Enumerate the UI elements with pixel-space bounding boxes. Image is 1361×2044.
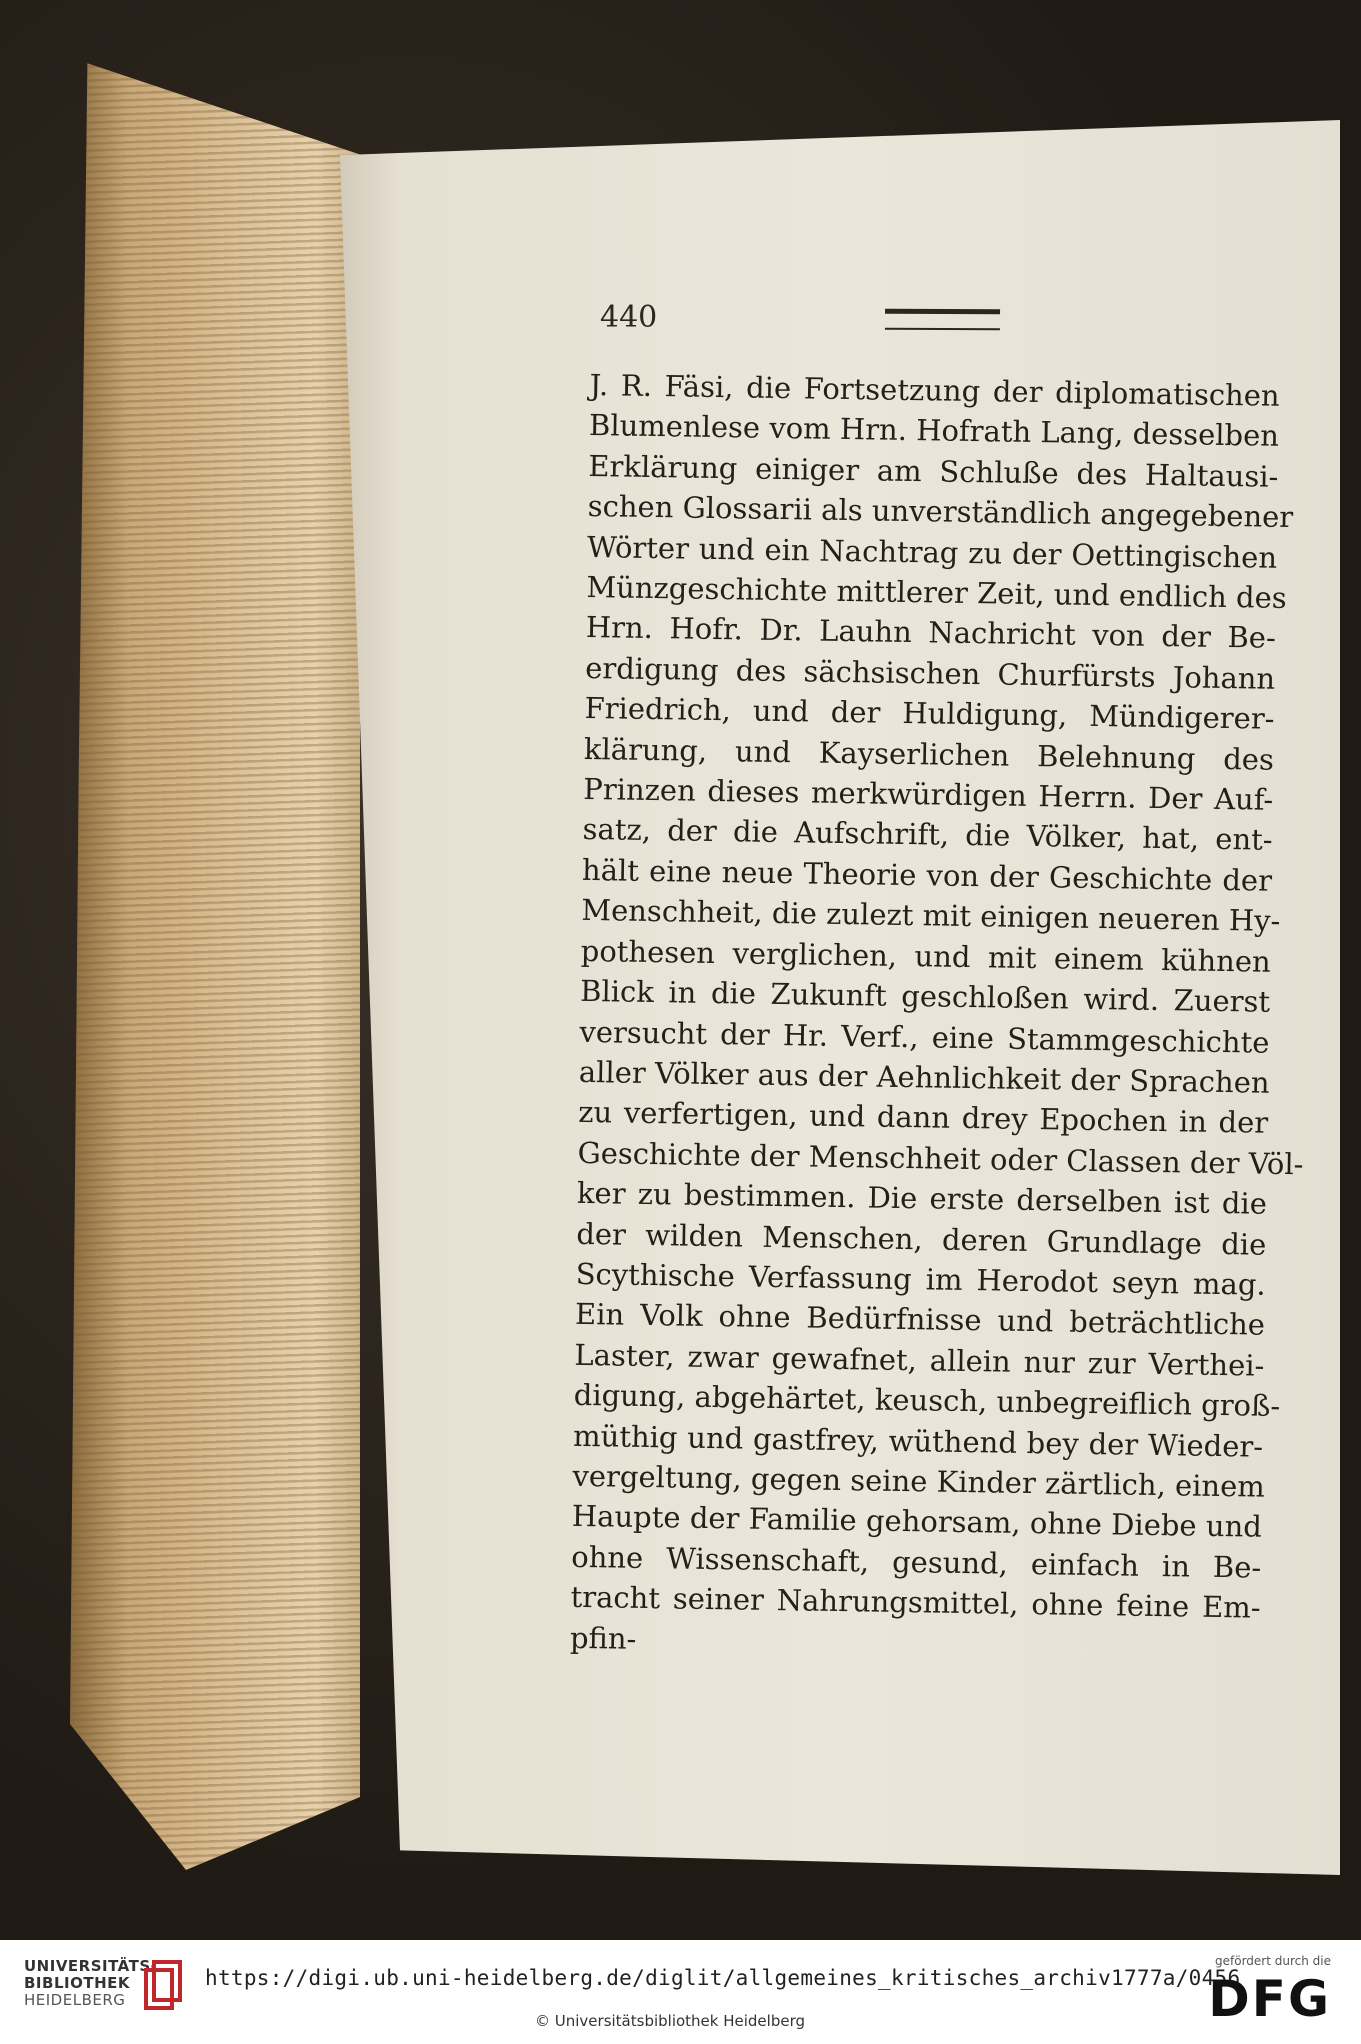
- text-line: der wilden Menschen, deren Grundlage die: [576, 1216, 1267, 1262]
- text-line: zu verfertigen, und dann drey Epochen in der: [577, 1095, 1269, 1141]
- funder-logo: DFG: [1208, 1970, 1331, 2028]
- page-body-text: [569, 365, 1304, 1669]
- text-line: Friedrich, und der Huldigung, Mündigerer-: [584, 691, 1275, 737]
- library-logo-icon: [140, 1956, 188, 2012]
- text-line: ker zu bestimmen. Die erste derselben ist die: [576, 1176, 1268, 1221]
- text-line: Münzgeschichte mittlerer Zeit, und endlich des: [586, 570, 1287, 616]
- text-line: Laster, zwar gewafnet, allein nur zur Verthei-: [574, 1337, 1265, 1383]
- text-line: digung, abgehärtet, keusch, unbegreiflich groß-: [573, 1378, 1281, 1424]
- text-line: satz, der die Aufschrift, die Völker, hat, ent-: [582, 812, 1273, 858]
- text-line: Menschheit, die zulezt mit einigen neueren Hy-: [581, 893, 1281, 939]
- text-line: versucht der Hr. Verf., eine Stammgeschichte: [579, 1014, 1270, 1060]
- funder-label: gefördert durch die: [1215, 1954, 1331, 1968]
- footer-bar: [0, 1940, 1361, 2044]
- institution-line: HEIDELBERG: [24, 1991, 126, 2009]
- text-line: Ein Volk ohne Bedürfnisse und beträchtliche: [574, 1297, 1266, 1343]
- text-line: pothesen verglichen, und mit einem kühnen: [580, 933, 1271, 979]
- text-line: Blumenlese vom Hrn. Hofrath Lang, desselben: [588, 408, 1280, 454]
- text-line: klärung, und Kayserlichen Belehnung des: [583, 731, 1275, 777]
- text-line: erdigung des sächsischen Churfürsts Johann: [584, 650, 1276, 696]
- text-line: schen Glossarii als unverständlich angegebener: [587, 489, 1294, 535]
- catchword: pfin-: [569, 1620, 637, 1656]
- text-line: Erklärung einiger am Schluße des Haltausi-: [588, 448, 1279, 494]
- text-line: vergeltung, gegen seine Kinder zärtlich, einem: [572, 1458, 1266, 1504]
- text-line: hält eine neue Theorie von der Geschichte der: [581, 852, 1273, 898]
- text-line: Hrn. Hofr. Dr. Lauhn Nachricht von der Be-: [585, 610, 1277, 656]
- text-line: Wörter und ein Nachtrag zu der Oettingischen: [586, 529, 1278, 575]
- text-line: Haupte der Familie gehorsam, ohne Diebe und: [571, 1499, 1263, 1545]
- text-line: ohne Wissenschaft, gesund, einfach in Be-: [571, 1539, 1262, 1585]
- text-line: müthig und gastfrey, wüthend bey der Wieder-: [572, 1418, 1264, 1464]
- text-line: Blick in die Zukunft geschloßen wird. Zuerst: [579, 974, 1271, 1019]
- text-line: Geschichte der Menschheit oder Classen der Völ-: [577, 1135, 1304, 1182]
- institution-line: BIBLIOTHEK: [24, 1974, 130, 1992]
- library-logo-text: [24, 1958, 157, 2009]
- text-line: tracht seiner Nahrungsmittel, ohne feine Em-: [570, 1580, 1261, 1625]
- page-number: 440: [600, 300, 658, 335]
- institution-line: UNIVERSITÄTS-: [24, 1957, 158, 1975]
- header-rule: [885, 309, 1000, 331]
- text-line: Scythische Verfassung im Herodot seyn mag.: [575, 1256, 1266, 1302]
- copyright-notice: © Universitätsbibliothek Heidelberg: [535, 2012, 806, 2030]
- permalink-url[interactable]: https://digi.ub.uni-heidelberg.de/diglit/allgemeines_kritisches_archiv1777a/0456: [205, 1966, 1241, 1990]
- book-page-edges: [70, 45, 360, 1870]
- text-line: J. R. Fäsi, die Fortsetzung der diplomatischen: [589, 367, 1280, 413]
- text-line: Prinzen dieses merkwürdigen Herrn. Der Auf-: [583, 772, 1274, 817]
- text-line: aller Völker aus der Aehnlichkeit der Sprachen: [578, 1054, 1270, 1100]
